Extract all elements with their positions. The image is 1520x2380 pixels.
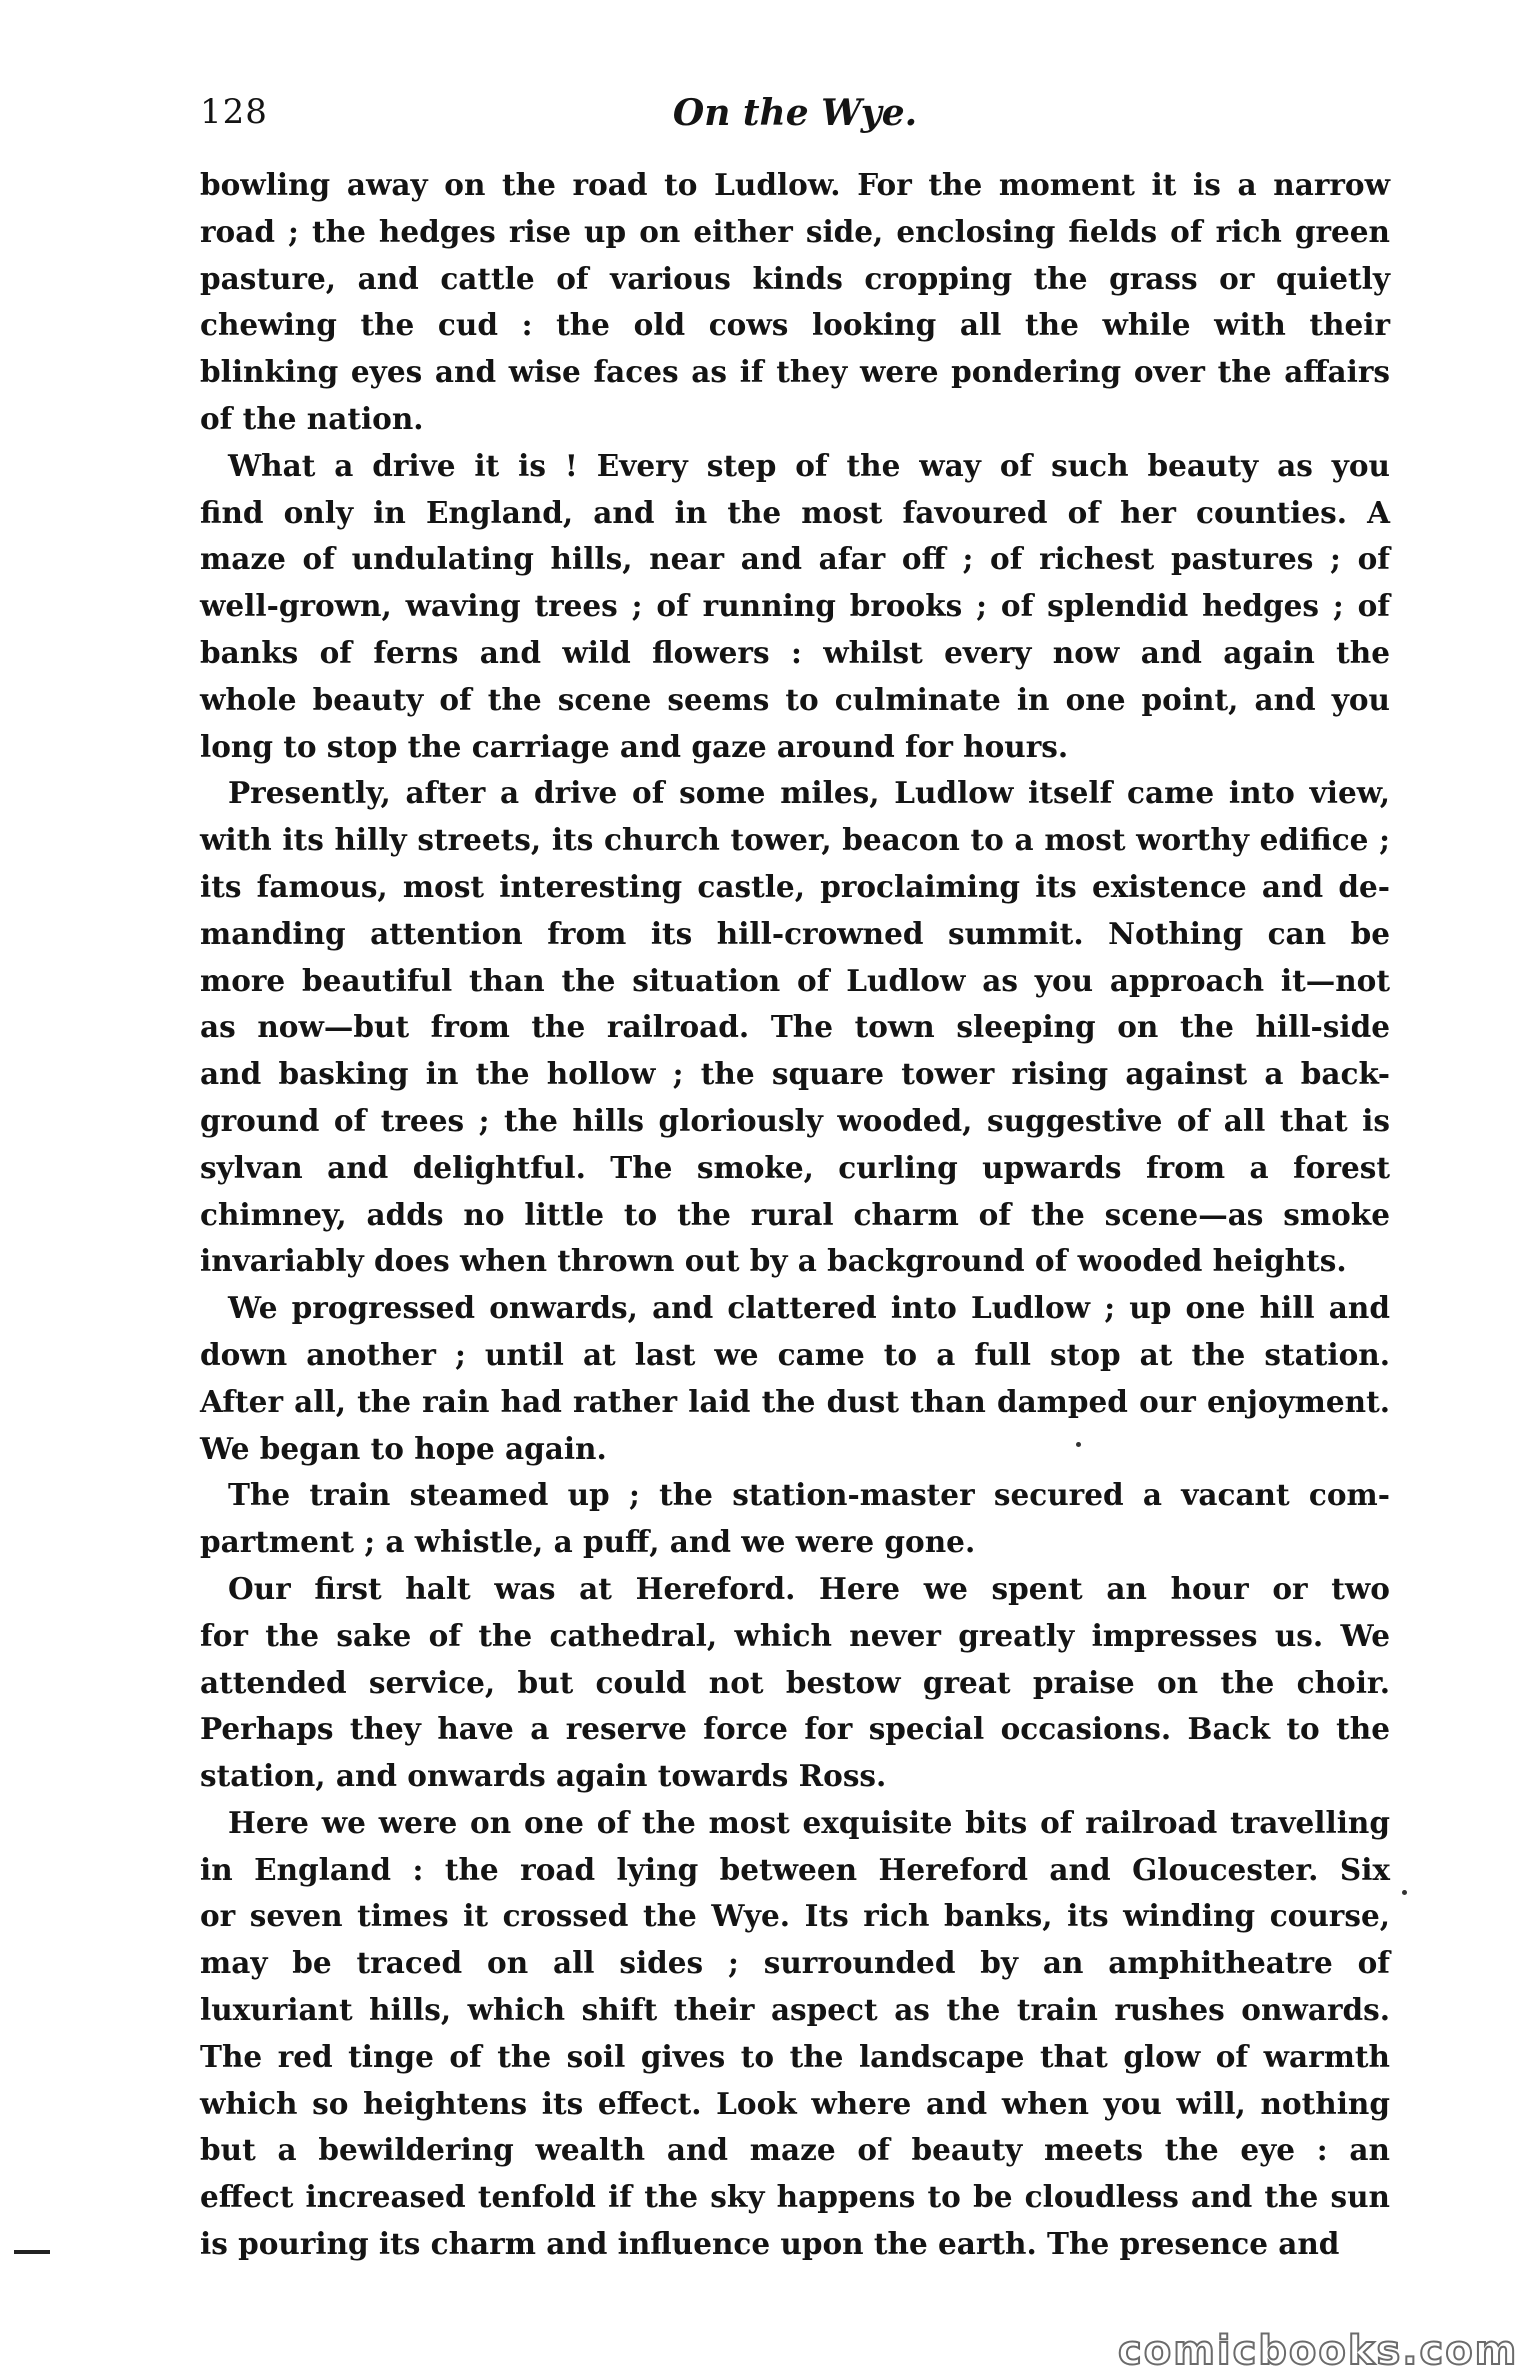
text-line: may be traced on all sides ; surrounded by an amphitheatre of <box>200 1945 1390 1981</box>
text-line: After all, the rain had rather laid the dust than damped our enjoyment. <box>200 1383 1390 1419</box>
paragraph <box>200 1566 1390 1800</box>
running-head <box>200 92 1390 152</box>
text-line: sylvan and delightful. The smoke, curling upwards from a forest <box>200 1149 1390 1185</box>
paragraph <box>200 1285 1390 1472</box>
text-line: What a drive it is ! Every step of the way of such beauty as you <box>228 447 1390 483</box>
margin-mark <box>14 2250 50 2254</box>
body-text <box>200 162 1390 2268</box>
text-line: Perhaps they have a reserve force for special occasions. Back to the <box>200 1711 1390 1747</box>
text-line: whole beauty of the scene seems to culminate in one point, and you <box>200 681 1390 717</box>
stray-dot <box>1402 1890 1407 1895</box>
text-line: but a bewildering wealth and maze of beauty meets the eye : an <box>200 2132 1390 2168</box>
text-line: find only in England, and in the most favoured of her counties. A <box>200 494 1390 530</box>
text-line: long to stop the carriage and gaze around for hours. <box>200 728 1069 764</box>
text-line: chewing the cud : the old cows looking all the while with their <box>200 307 1390 343</box>
text-line: attended service, but could not bestow great praise on the choir. <box>200 1664 1390 1700</box>
text-line: and basking in the hollow ; the square tower rising against a back- <box>200 1056 1390 1092</box>
stray-dot <box>1076 1442 1081 1447</box>
text-line: maze of undulating hills, near and afar off ; of richest pastures ; of <box>200 541 1390 577</box>
text-line: We progressed onwards, and clattered into Ludlow ; up one hill and <box>228 1290 1390 1326</box>
text-line: road ; the hedges rise up on either side, enclosing fields of rich green <box>200 213 1390 249</box>
text-line: for the sake of the cathedral, which never greatly impresses us. We <box>200 1617 1390 1653</box>
text-line: station, and onwards again towards Ross. <box>200 1758 887 1794</box>
text-line: partment ; a whistle, a puff, and we were gone. <box>200 1524 976 1560</box>
text-line: blinking eyes and wise faces as if they were pondering over the affairs <box>200 354 1390 390</box>
text-line: or seven times it crossed the Wye. Its rich banks, its winding course, <box>200 1898 1390 1934</box>
text-line: of the nation. <box>200 400 424 436</box>
text-line: down another ; until at last we came to a full stop at the station. <box>200 1336 1390 1372</box>
paragraph <box>200 162 1390 443</box>
text-line: effect increased tenfold if the sky happens to be cloudless and the sun <box>200 2179 1390 2215</box>
running-title: On the Wye. <box>672 92 918 134</box>
watermark: comicbooks.com <box>1118 2328 1519 2374</box>
paragraph <box>200 443 1390 771</box>
text-line: Presently, after a drive of some miles, Ludlow itself came into view, <box>228 775 1390 811</box>
text-line: is pouring its charm and influence upon the earth. The presence and <box>200 2226 1340 2262</box>
text-line: manding attention from its hill-crowned summit. Nothing can be <box>200 915 1390 951</box>
text-line: The train steamed up ; the station-master secured a vacant com- <box>228 1477 1390 1513</box>
text-line: chimney, adds no little to the rural charm of the scene—as smoke <box>200 1196 1390 1232</box>
text-line: ground of trees ; the hills gloriously wooded, suggestive of all that is <box>200 1102 1390 1138</box>
text-line: in England : the road lying between Hereford and Gloucester. Six <box>200 1851 1390 1887</box>
text-line: well-grown, waving trees ; of running brooks ; of splendid hedges ; of <box>200 588 1390 624</box>
paragraph <box>200 770 1390 1285</box>
text-line: Our first halt was at Hereford. Here we spent an hour or two <box>228 1570 1390 1606</box>
text-line: We began to hope again. <box>200 1430 607 1466</box>
text-line: with its hilly streets, its church tower, beacon to a most worthy edifice ; <box>200 822 1390 858</box>
text-line: invariably does when thrown out by a background of wooded heights. <box>200 1243 1347 1279</box>
paragraph <box>200 1472 1390 1566</box>
text-line: The red tinge of the soil gives to the landscape that glow of warmth <box>200 2038 1390 2074</box>
text-line: Here we were on one of the most exquisite bits of railroad travelling <box>228 1804 1390 1840</box>
text-line: its famous, most interesting castle, proclaiming its existence and de- <box>200 868 1390 904</box>
text-line: luxuriant hills, which shift their aspect as the train rushes onwards. <box>200 1992 1390 2028</box>
text-line: banks of ferns and wild flowers : whilst every now and again the <box>200 634 1390 670</box>
text-line: more beautiful than the situation of Ludlow as you approach it—not <box>200 962 1390 998</box>
page-number: 128 <box>200 92 268 132</box>
text-line: pasture, and cattle of various kinds cropping the grass or quietly <box>200 260 1390 296</box>
text-line: which so heightens its effect. Look where and when you will, nothing <box>200 2085 1390 2121</box>
text-line: bowling away on the road to Ludlow. For the moment it is a narrow <box>200 167 1390 202</box>
paragraph <box>200 1800 1390 2268</box>
text-line: as now—but from the railroad. The town sleeping on the hill-side <box>200 1009 1390 1045</box>
